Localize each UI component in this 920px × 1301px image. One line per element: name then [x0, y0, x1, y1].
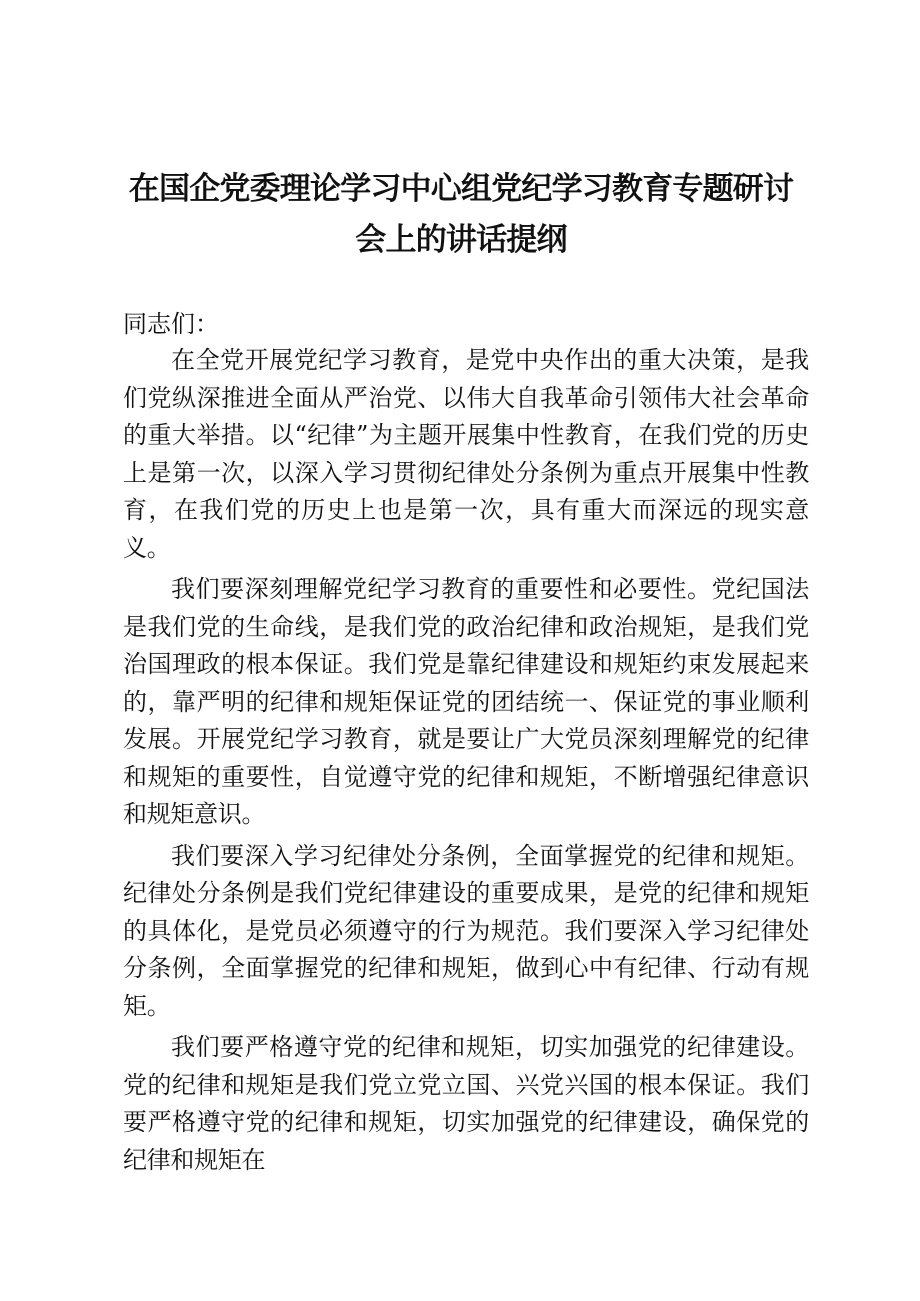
document-title: 在国企党委理论学习中心组党纪学习教育专题研讨会上的讲话提纲 [128, 171, 794, 258]
paragraph-2: 我们要深刻理解党纪学习教育的重要性和必要性。党纪国法是我们党的生命线，是我们党的政治纪律和政治规矩，是我们党治国理政的根本保证。我们党是靠纪律建设和规矩约束发展起来的，靠严明的纪律和规矩保证党的团结统一、保证党的事业顺利发展。开展党纪学习教育，就是要让广大党员深刻理解党的纪律和规矩的重要性，自觉遵守党的纪律和规矩，不断增强纪律意识和规矩意识。 [123, 575, 809, 828]
paragraph-4: 我们要严格遵守党的纪律和规矩，切实加强党的纪律建设。党的纪律和规矩是我们党立党立国、兴党兴国的根本保证。我们要严格遵守党的纪律和规矩，切实加强党的纪律建设，确保党的纪律和规矩在 [123, 1033, 809, 1174]
salutation: 同志们： [123, 310, 219, 338]
paragraph-1: 在全党开展党纪学习教育，是党中央作出的重大决策，是我们党纵深推进全面从严治党、以伟大自我革命引领伟大社会革命的重大举措。以“纪律”为主题开展集中性教育，在我们党的历史上是第一次，以深入学习贯彻纪律处分条例为重点开展集中性教育，在我们党的历史上也是第一次，具有重大而深远的现实意义。 [123, 346, 809, 562]
document-body [123, 342, 809, 1183]
paragraph-3: 我们要深入学习纪律处分条例，全面掌握党的纪律和规矩。纪律处分条例是我们党纪律建设的重要成果，是党的纪律和规矩的具体化，是党员必须遵守的行为规范。我们要深入学习纪律处分条例，全面掌握党的纪律和规矩，做到心中有纪律、行动有规矩。 [123, 841, 809, 1020]
